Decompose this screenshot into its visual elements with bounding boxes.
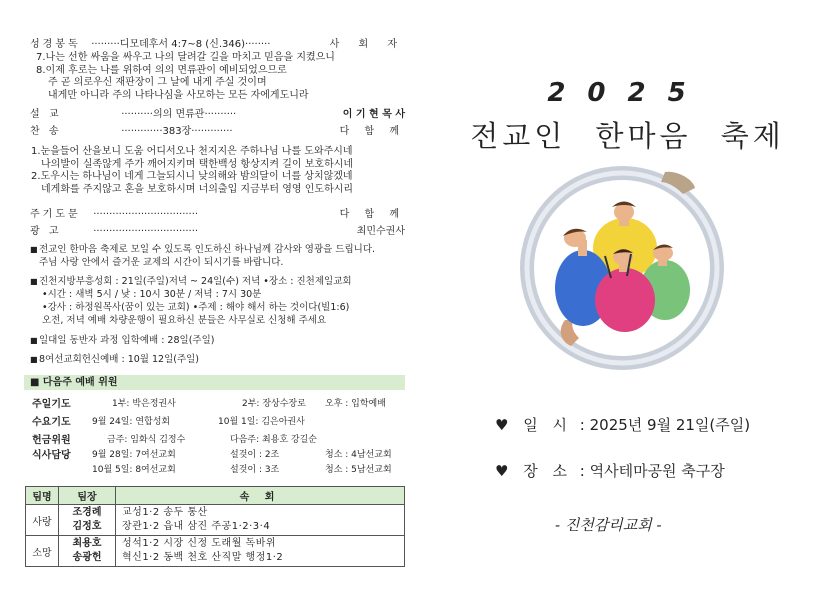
event-date [495,414,750,435]
sunday-prayer-pm: 오후 : 입학예배 [325,399,386,409]
wednesday-prayer-label: 수요기도 [32,417,71,428]
team-leaders [59,505,116,536]
notice-item: ■진천지방부흥성회 : 21일(주일)저녁 ~ 24일(수) 저녁 •장소 : 진천제일교회 •시간 : 새벽 5시 / 낮 : 10시 30분 / 저녁 : 7시 30분 •강사 : 하정원목사(꿈이 있는 교회) •주제 : 해야 해서 하는 것이다(빌1:6) 오전, 저녁 예배 차량운행이 필요하신 분들은 사무실로 신청해 주세요 [30,276,352,326]
dishes-entry: 설겆이 : 2조 [230,450,280,460]
leader-name: 최용호 [72,538,102,549]
verse-line: 주 곧 의로우신 재판장이 그 날에 내게 주실 것이며 [48,77,267,88]
notice-text: 전교인 한마음 축제로 모일 수 있도록 인도하신 하나님께 감사와 영광을 드립니다. [39,244,376,255]
fellowship-illustration [515,160,730,375]
team-name: 사랑 [26,505,59,536]
ads-row [30,225,405,238]
meal-label: 식사담당 [32,450,71,461]
hymn-lyrics [31,146,353,196]
dishes-entry: 설겆이 : 3조 [230,465,280,475]
verse-line: 8.이제 후로는 나를 위하여 의의 면류관이 예비되었으므로 [36,64,287,76]
notice-text: •시간 : 새벽 5시 / 낮 : 10시 30분 / 저녁 : 7시 30분 [42,289,262,300]
member-line: 장관1·2 읍내 삼진 주공1·2·3·4 [122,521,271,532]
member-line: 성석1·2 시장 신정 도래월 독바위 [122,538,277,549]
reading-label: 성경봉독 [30,39,81,50]
table-row [26,505,405,536]
table-header-row [26,487,405,505]
offering-next-week: 다음주: 최용호 강길순 [230,435,318,445]
event-place [495,460,725,481]
notice-text: 오전, 저녁 예배 차량운행이 필요하신 분들은 사무실로 신청해 주세요 [42,315,327,326]
prayer-dots: ································· [93,209,199,220]
member-line: 혁신1·2 동백 천호 산직말 행정1·2 [122,552,284,563]
sunday-prayer-1: 1부: 박은정권사 [112,399,176,409]
sunday-prayer-label: 주일기도 [32,399,71,410]
hymn-who: 다 함 께 [339,126,405,137]
sermon-row [30,108,405,121]
ads-dots: ································· [93,226,199,237]
verse-line: 내게만 아니라 주의 나타나심을 사모하는 모든 자에게도니라 [48,89,309,101]
ads-label: 광 고 [30,226,62,237]
hymn-row [30,125,405,138]
scripture-verses [36,52,335,102]
prayer-who: 다 함 께 [339,209,405,220]
leader-name: 송광헌 [72,552,102,563]
offering-label: 헌금위원 [32,435,71,446]
meal-entry: 9월 28일: 7여선교회 [92,450,176,460]
leader-name: 조경례 [72,507,102,518]
prayer-label: 주기도문 [30,209,81,220]
meal-entry: 10월 5일: 8여선교회 [92,465,176,475]
wednesday-prayer-2: 10월 1일: 김은아권사 [218,417,305,427]
notice-item: ■전교인 한마음 축제로 모일 수 있도록 인도하신 하나님께 감사와 영광을 드립니다. 주님 사랑 안에서 즐거운 교제의 시간이 되시기를 바랍니다. [30,244,376,268]
pink-figure [595,268,655,332]
notice-text: 8여선교회헌신예배 : 10월 12일(주일) [39,354,200,365]
wednesday-prayer-1: 9월 24일: 연합성회 [92,417,171,427]
prayer-row [30,208,405,221]
hymn-number: ·············383장············· [121,126,233,137]
lyric-line: 1.눈을들어 산을보니 도움 어디서오나 천지지은 주하나님 나를 도와주시네 [31,146,353,157]
header-team: 팀명 [26,487,59,505]
head-shape [614,203,634,221]
ads-who: 최민수권사 [356,226,405,237]
place-label: ♥ 장 소 [495,462,572,480]
header-leader: 팀장 [59,487,116,505]
notice-text: 일대일 동반자 과정 입학예배 : 28일(주일) [39,335,215,346]
festival-year: 2025 [547,78,708,108]
lyric-line: 2.도우시는 하나님이 네게 그늘되시니 낮의해와 밤의달이 너를 상치않겠네 [31,171,353,182]
header-class: 속 회 [116,487,405,505]
lyric-line: 나의발이 실족않게 주가 깨어지키며 택한백성 항상지켜 길이 보호하시네 [41,158,354,170]
table-row [26,536,405,567]
notice-text: 진천지방부흥성회 : 21일(주일)저녁 ~ 24일(수) 저녁 •장소 : 진천제일교회 [39,276,352,287]
team-members [116,536,405,567]
date-label: ♥ 일 시 [495,416,572,434]
date-value: : 2025년 9월 21일(주일) [579,416,751,434]
team-table [25,486,405,567]
team-members [116,505,405,536]
next-week-header: ■ 다음주 예배 위원 [24,375,405,390]
church-name: - 진천감리교회 - [555,516,662,534]
leader-name: 김정호 [72,521,102,532]
notice-item: ■일대일 동반자 과정 입학예배 : 28일(주일) [30,335,215,346]
team-leaders [59,536,116,567]
offering-this-week: 금주: 임화식 김정수 [107,435,186,445]
reading-leader: 사 회 자 [329,39,405,50]
sermon-title: ··········의의 면류관·········· [121,109,237,120]
cleaning-entry: 청소 : 5남선교회 [325,465,392,475]
verse-line: 7.나는 선한 싸움을 싸우고 나의 달려갈 길을 마치고 믿음을 지켰으니 [36,52,335,63]
notice-text: 주님 사랑 안에서 즐거운 교제의 시간이 되시기를 바랍니다. [39,257,284,268]
notice-text: •강사 : 하정원목사(꿈이 있는 교회) •주제 : 해야 해서 하는 것이다(빌1:6) [42,302,350,313]
team-name: 소망 [26,536,59,567]
sermon-label: 설 교 [30,109,62,120]
festival-title: 전교인 한마음 축제 [470,119,785,153]
reading-row [30,38,405,51]
lyric-line: 네게화를 주지않고 혼을 보호하시며 너의출입 지금부터 영영 인도하시리 [41,183,354,195]
sermon-preacher: 이 기 현 목 사 [342,109,405,120]
place-value: : 역사테마공원 축구장 [579,462,725,480]
hymn-label: 찬 송 [30,126,62,137]
cleaning-entry: 청소 : 4남선교회 [325,450,392,460]
member-line: 교성1·2 송두 통산 [122,507,208,518]
reading-ref: ·········디모데후서 4:7~8 (신.346)········ [91,39,271,50]
notice-item: ■8여선교회헌신예배 : 10월 12일(주일) [30,354,200,365]
sunday-prayer-2: 2부: 장상수장로 [242,399,306,409]
